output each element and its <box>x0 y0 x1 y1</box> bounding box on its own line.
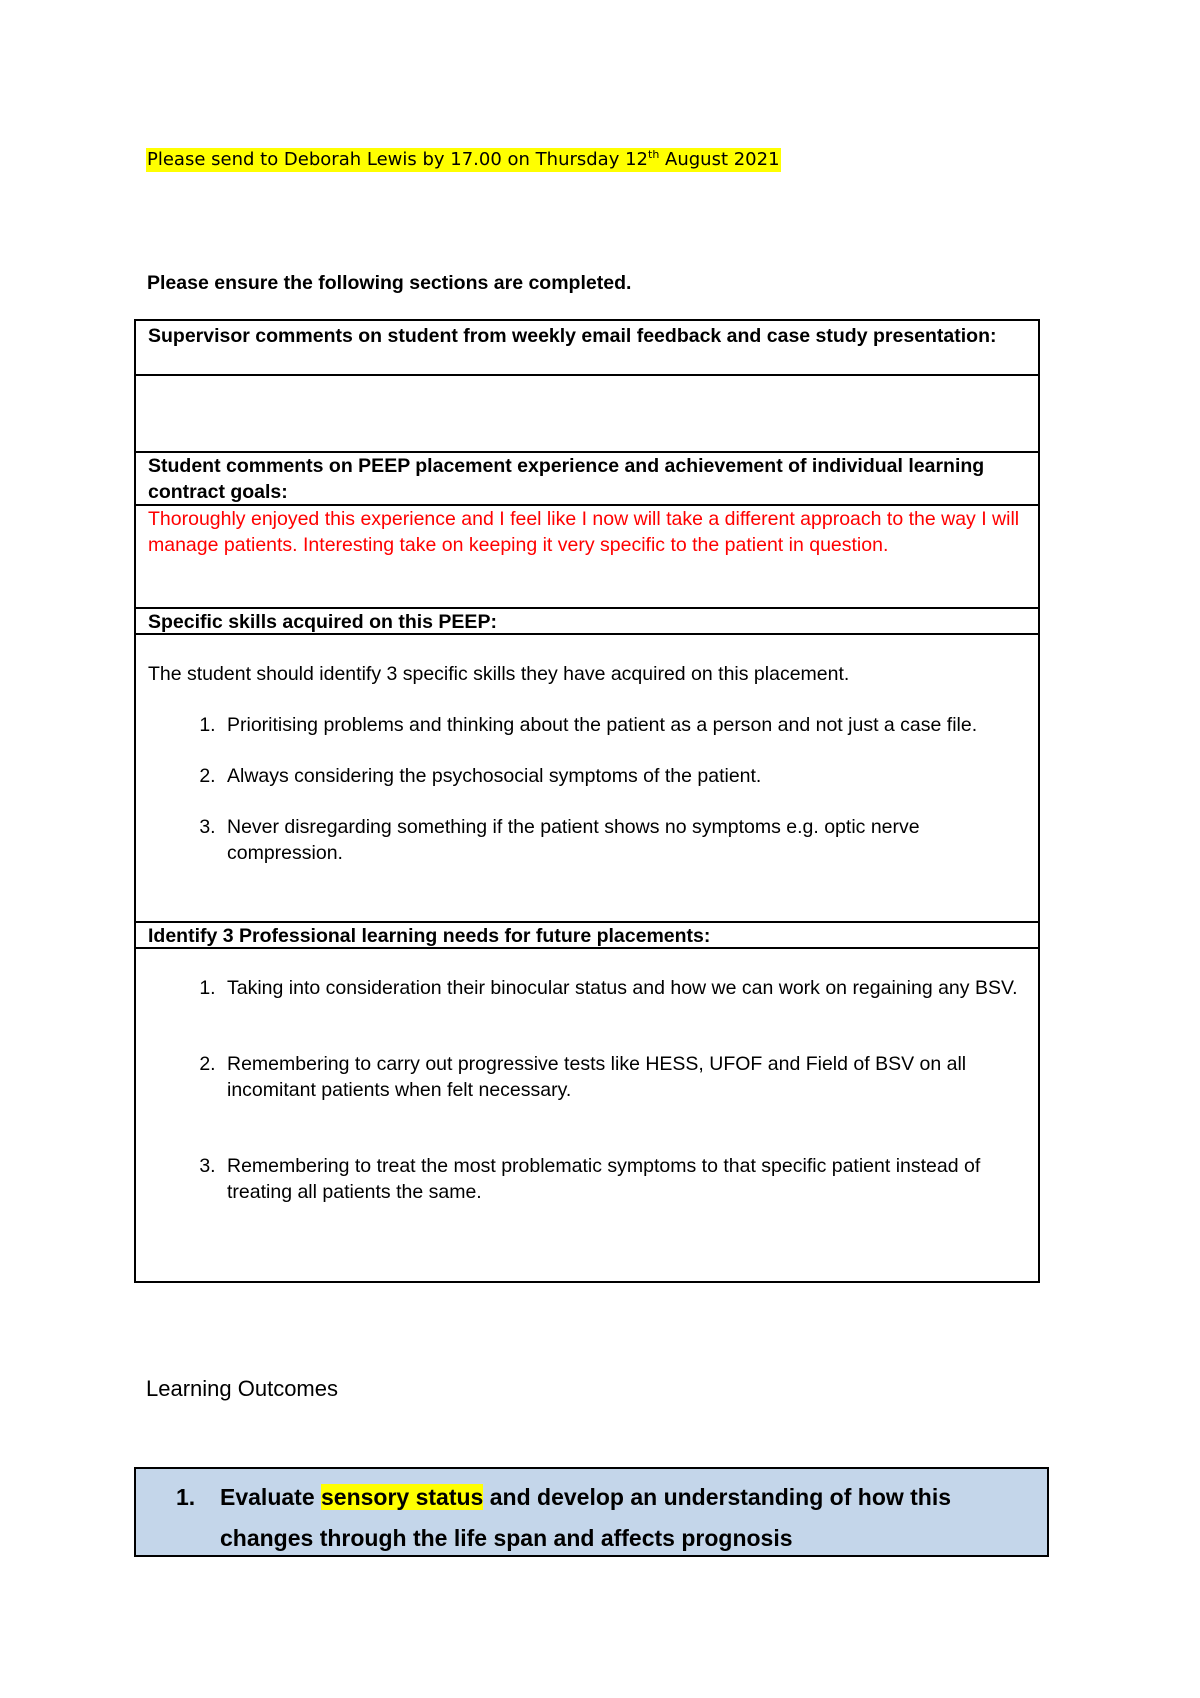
instruction-text: Please ensure the following sections are completed. <box>147 272 632 294</box>
learning-needs-header: Identify 3 Professional learning needs for future placements: <box>148 925 711 947</box>
outcome-text-start: Evaluate <box>220 1484 321 1510</box>
learning-outcome-box <box>134 1467 1049 1557</box>
student-comments-body[interactable]: Thoroughly enjoyed this experience and I feel like I now will take a different approach to the way I will manage patients. Interesting take on keeping it very specific to the patient in question. <box>148 508 1020 556</box>
learning-needs-container <box>148 975 1026 1205</box>
outcome-number: 1. <box>176 1484 196 1510</box>
skill-item: 3. Never disregarding something if the patient shows no symptoms e.g. optic nerve compression. <box>221 814 1026 866</box>
submission-deadline <box>146 148 781 172</box>
deadline-text: Please send to Deborah Lewis by 17.00 on Thursday 12 <box>147 149 648 170</box>
row-divider <box>136 947 1038 949</box>
learning-need-item: 3. Remembering to treat the most problematic symptoms to that specific patient instead of treating all patients the same. <box>221 1153 1026 1205</box>
feedback-form-table <box>134 319 1040 1283</box>
skills-list-container <box>148 712 1026 866</box>
learning-needs-list <box>148 975 1026 1205</box>
learning-need-item: 2. Remembering to carry out progressive tests like HESS, UFOF and Field of BSV on all incomitant patients when felt necessary. <box>221 1051 1026 1103</box>
skill-item: 2. Always considering the psychosocial symptoms of the patient. <box>221 763 1026 789</box>
deadline-ordinal-suffix: th <box>648 148 660 161</box>
learning-need-item: 1. Taking into consideration their binocular status and how we can work on regaining any BSV. <box>221 975 1026 1001</box>
row-divider <box>136 374 1038 376</box>
outcome-text <box>220 1477 1027 1559</box>
student-comments-header: Student comments on PEEP placement experience and achievement of individual learning contract goals: <box>148 455 985 503</box>
outcome-highlight: sensory status <box>321 1484 484 1510</box>
supervisor-comments-header: Supervisor comments on student from weekly email feedback and case study presentation: <box>148 325 997 347</box>
skills-list <box>148 712 1026 866</box>
skills-intro: The student should identify 3 specific skills they have acquired on this placement. <box>148 663 850 685</box>
learning-outcomes-heading: Learning Outcomes <box>146 1376 338 1401</box>
row-divider <box>136 633 1038 635</box>
deadline-text-end: August 2021 <box>659 149 780 170</box>
skills-header: Specific skills acquired on this PEEP: <box>148 611 497 633</box>
skill-item: 1. Prioritising problems and thinking about the patient as a person and not just a case file. <box>221 712 1026 738</box>
outcome-text-end: and develop an understanding of how this changes through the life span and affects prognosis <box>220 1484 952 1551</box>
